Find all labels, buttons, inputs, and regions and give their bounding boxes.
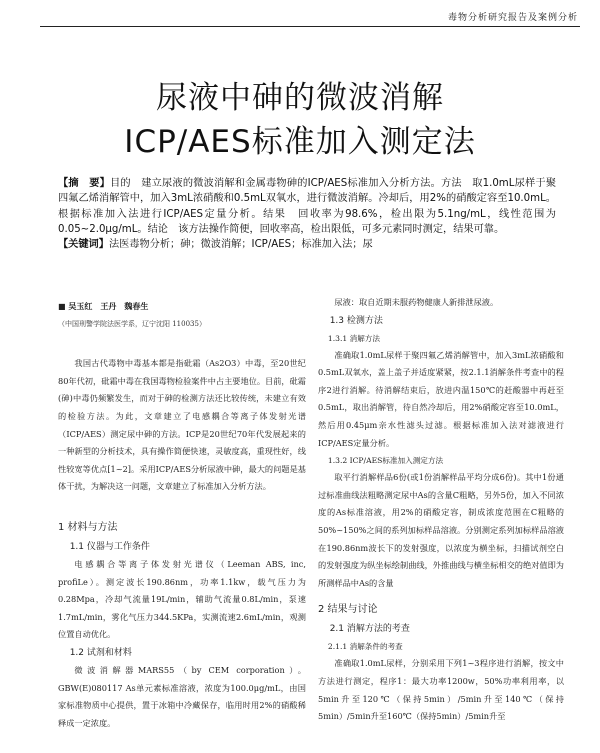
section-1-2-heading: 1.2 试剂和材料 (69, 647, 132, 658)
section-1-heading: 1 材料与方法 (58, 521, 118, 533)
abstract-text: 目的 建立尿液的微波消解和金属毒物砷的ICP/AES标准加入分析方法。方法 取1.0mL尿样于聚四氟乙烯消解管中，加入3mL浓硝酸和0.5mL双氧水，进行微波消解。冷却后，用2%的硝酸定容至10.0mL。根据标准加入法进行ICP/AES定量分析。结果 回收率为98.6%，检出限为5.1ng/mL，线性范围为0.05~2.0μg/mL。结论 该方法操作简便，回收率高，检出限低，可多元素同时测定，结果可靠。 (58, 178, 557, 235)
section-2-1-1-text: 准确取1.0mL尿样，分别采用下列1~3程序进行消解，按文中方法进行测定，程序1：最大功率1200w，50%功率利用率，以5min升至120℃（保持5min）/5min升至140℃（保持5min）/5min升至160℃（保持5min）/5min升至 (318, 658, 564, 722)
author-affiliation: （中国刑警学院法医学系，辽宁沈阳 110035） (58, 319, 206, 328)
left-column (58, 298, 306, 732)
abstract-label: 【摘 要】 (58, 178, 111, 189)
section-1-1-text: 电感耦合等离子体发射光谱仪（Leeman ABS, inc, profiLe）。测定波长190.86nm，功率1.1kw，载气压力为0.28Mpa，冷却气流量19L/min，辅助气流量0.8L/min，泵速1.7mL/min，雾化气压力344.5KPa，实测流速2.6mL/min，观测位置自动优化。 (58, 558, 306, 640)
section-1-3-2-text: 取平行消解样品6份(或1份消解样品平均分成6份)。其中1份通过标准曲线法粗略测定尿中As的含量C粗略，另外5份，加入不同浓度的As标准溶液，用2%的硝酸定容，制成浓度范围在C粗略的50%~150%之间的系列加标样品溶液。分别测定系列加标样品溶液在190.86nm波长下的发射强度，以浓度为横坐标，扫描试剂空白的发射强度为纵坐标绘制曲线，外推曲线与横坐标相交的绝对值即为所测样品中As的含量 (318, 472, 564, 588)
keywords-text: 法医毒物分析；砷；微波消解；ICP/AES；标准加入法；尿 (108, 239, 373, 251)
section-1-3-1-text: 准确取1.0mL尿样于聚四氟乙烯消解管中，加入3mL浓硝酸和0.5mL双氧水，盖上盖子并适度紧紧，按2.1.1消解条件考查中的程序2进行消解。待消解结束后，放进内温150℃的赶酸器中再赶至0.5mL，取出消解管，待自然冷却后，用2%硝酸定容至10.0mL，然后用0.45μm亲水性滤头过滤。根据标准加入法对滤液进行ICP/AES定量分析。 (318, 349, 564, 448)
section-2-1-heading: 2.1 消解方法的考查 (329, 624, 410, 635)
section-2-1-1-heading: 2.1.1 消解条件的考查 (327, 642, 403, 652)
running-header: 毒物分析研究报告及案例分析 (447, 13, 578, 23)
header-rule (40, 26, 580, 27)
section-1-3-2-heading: 1.3.2 ICP/AES标准加入测定方法 (327, 456, 444, 466)
section-1-2-text: 微波消解器MARS55（by CEM corporation）。GBW(E)080117 As单元素标准溶液，浓度为100.0μg/mL，由国家标准物质中心提供，置于冰箱中冷藏保存，临用时用2%的硝酸稀释成一定浓度。 (58, 664, 306, 728)
section-2-heading: 2 结果与讨论 (318, 604, 378, 616)
section-1-3-heading: 1.3 检测方法 (329, 315, 383, 326)
section-1-1-heading: 1.1 仪器与工作条件 (69, 541, 150, 552)
title-line-2: ICP/AES标准加入测定法 (124, 124, 476, 160)
abstract (58, 176, 556, 252)
urine-source-text: 尿液：取自近期未服药物健康人新排泄尿液。 (334, 297, 499, 307)
intro-paragraph: 我国古代毒物中毒基本都是指砒霜（As2O3）中毒，至20世纪80年代初，砒霜中毒在我国毒物检验案件中占主要地位。目前，砒霜(砷)中毒仍频繁发生，而对于砷的检测方法还比较传统，未建立有效的检验方法。为此，文章建立了电感耦合等离子体发射光谱（ICP/AES）测定尿中砷的方法。ICP是20世纪70年代发展起来的一种新型的分析技术，具有操作简便快速，灵敏度高，重现性好，线性较宽等优点[1~2]。采用ICP/AES分析尿液中砷，最大的问题是基体干扰，为解决这一问题，文章建立了标准加入分析方法。 (58, 358, 306, 492)
right-column (318, 294, 564, 726)
author-names: ■ 吴玉红 王丹 魏春生 (58, 301, 149, 311)
title-line-1: 尿液中砷的微波消解 (156, 80, 444, 116)
section-1-3-1-heading: 1.3.1 消解方法 (327, 333, 380, 343)
keywords-label: 【关键词】 (58, 239, 109, 251)
